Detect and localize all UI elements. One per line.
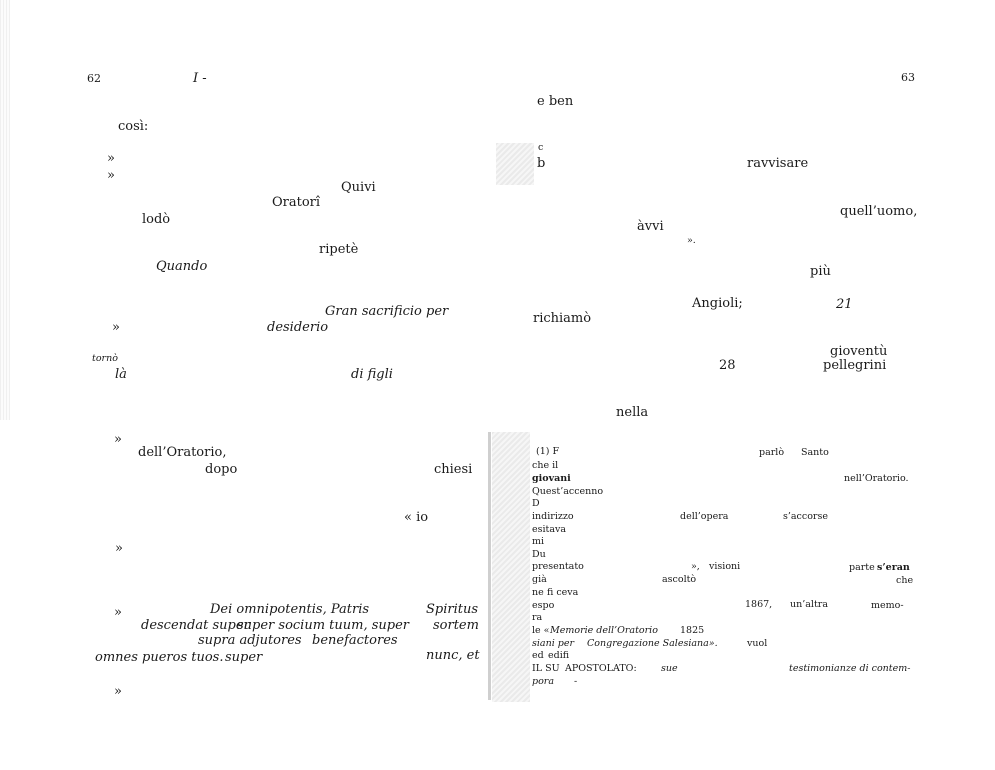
right-page [492,0,995,770]
body-word: gioventù [830,344,888,359]
body-word: quell’uomo, [840,204,918,219]
footnote-word: vuol [747,638,768,649]
footnote-word: le « [532,625,550,636]
footnote-word: ascoltò [662,574,697,585]
body-word: pellegrini [823,358,887,373]
footnote-word: Du [532,549,546,560]
footnote-word: esitava [532,524,567,535]
footnote-word: 1825 [680,625,705,636]
body-word: 28 [719,358,736,373]
footnote-word: s’eran [877,562,910,573]
body-word: » [114,684,122,699]
body-word: » [114,605,122,620]
footnote-word: parlò [759,447,785,458]
footnote-word: un’altra [790,599,828,610]
body-word: così: [118,119,149,134]
body-word: ravvisare [747,156,809,171]
footnote-word: ne [532,587,544,598]
footnote-word: dell’opera [680,511,729,522]
body-word: » [107,151,115,166]
body-word: chiesi [434,462,473,477]
footnote-word: », [691,561,700,572]
body-word: benefactores [312,633,398,648]
footnote-word: D [532,498,540,509]
footnote-word: siani per [532,638,574,649]
body-word: Gran sacrificio per [325,304,449,319]
footnote-word: pora [532,676,555,687]
footnote-word: sue [661,663,678,674]
footnote-word: che il [532,460,559,471]
footnote-word: indirizzo [532,511,574,522]
body-word: » [115,541,123,556]
page-number-right: 63 [901,71,915,84]
footnote-word: testimonianze di contem- [789,663,911,674]
body-word: e ben [537,94,574,109]
footnote-word: nell’Oratorio. [844,473,909,484]
footnote-word: 1867, [745,599,773,610]
body-word: Quivi [341,180,376,195]
body-word: più [810,264,831,279]
body-word: sortem [433,618,479,633]
footnote-word: Congregazione Salesiana». [587,638,718,649]
footnote-word: APOSTOLATO: [565,663,637,674]
body-word: descendat super [141,618,250,633]
footnote-word: fi ceva [547,587,579,598]
body-word: nella [616,405,649,420]
footnote-word: Memorie dell’Oratorio [550,625,658,636]
body-word: ripetè [319,242,359,257]
body-word: àvvi [637,219,664,234]
running-title: I - [193,71,207,86]
page-number-left: 62 [87,72,101,85]
footnote-word: che [896,575,914,586]
body-word: « io [404,510,429,525]
body-word: dopo [205,462,238,477]
body-word: b [537,156,546,171]
body-word: » [112,320,120,335]
body-word: omnes pueros tuos. [95,650,224,665]
body-word: ». [687,235,696,246]
footnote-word: IL SU [532,663,560,674]
footnote-word: Santo [801,447,829,458]
body-word: Dei omnipotentis, Patris [210,602,370,617]
body-word: di figli [351,367,393,382]
body-word: supra adjutores [198,633,302,648]
footnote-word: memo- [871,600,904,611]
footnote-word: giovani [532,473,571,484]
footnote-word: visioni [709,561,741,572]
footnote-word: Quest’accenno [532,486,604,497]
body-word: lodò [142,212,171,227]
body-word: desiderio [267,320,329,335]
footnote-word: parte [849,562,875,573]
body-word: Quando [156,259,208,274]
body-word: super socium tuum, super [237,618,410,633]
footnote-word: - [574,676,578,687]
body-word: Oratorî [272,195,321,210]
footnote-word: mi [532,536,545,547]
body-word: » [107,168,115,183]
left-page [0,0,492,770]
footnote-word: ra [532,612,543,623]
body-word: Angioli; [692,296,743,311]
body-word: 21 [836,297,853,312]
body-word: » [114,432,122,447]
body-word: super [225,650,263,665]
body-word: là [115,367,127,382]
footnote-word: edifi [548,650,570,661]
body-word: dell’Oratorio, [138,445,227,460]
gutter-shadow [488,432,491,700]
footnote-word: presentato [532,561,584,572]
body-word: c [538,142,544,153]
footnote-word: (1) F [536,446,560,457]
body-word: Spiritus [426,602,479,617]
body-word: tornò [92,353,118,364]
body-word: nunc, et [426,648,480,663]
footnote-word: s’accorse [783,511,828,522]
footnote-word: ed [532,650,544,661]
footnote-word: espo [532,600,555,611]
footnote-word: già [532,574,547,585]
body-word: richiamò [533,311,592,326]
